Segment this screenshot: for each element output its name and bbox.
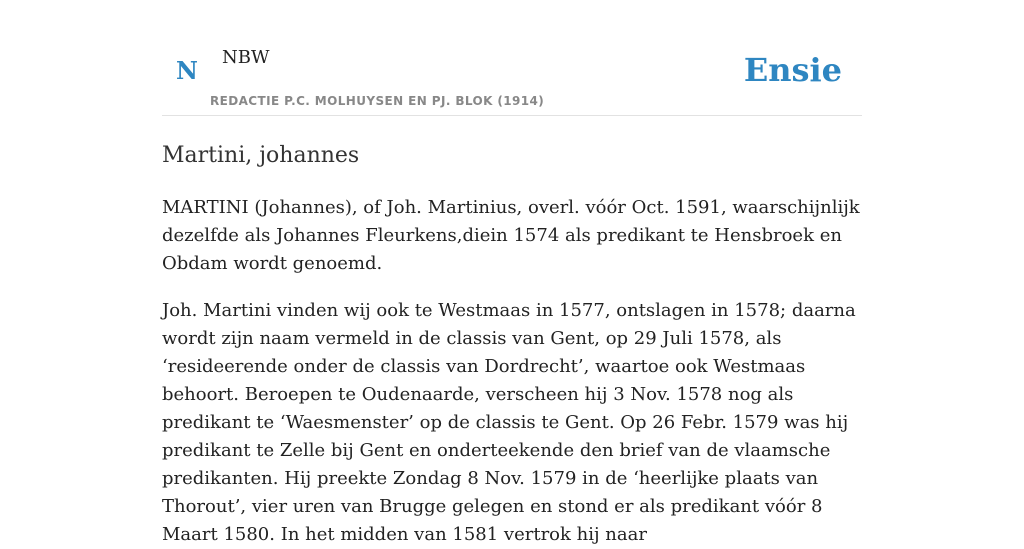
source-subtitle: REDACTIE P.C. MOLHUYSEN EN PJ. BLOK (1914) (210, 94, 545, 108)
source-logo[interactable]: N (176, 56, 198, 85)
header (162, 0, 862, 116)
page-title: Martini, johannes (162, 143, 360, 168)
article-paragraph-1: MARTINI (Johannes), of Joh. Martinius, overl. vóór Oct. 1591, waarschijnlijk dezelfde als Johannes Fleurkens,diein 1574 als predikant te Hensbroek en Obdam wordt genoemd. (162, 197, 860, 274)
article-paragraph-2: Joh. Martini vinden wij ook te Westmaas in 1577, ontslagen in 1578; daarna wordt zijn naam vermeld in de classis van Gent, op 29 Juli 1578, als ‘resideerende onder de classis van Dordrecht’, waartoe ook Westmaas behoort. Beroepen te Oudenaarde, verscheen hij 3 Nov. 1578 nog als predikant te ‘Waesmenster’ op de classis te Gent. Op 26 Febr. 1579 was hij predikant te Zelle bij Gent en onderteekende den brief van de vlaamsche predikanten. Hij preekte Zondag 8 Nov. 1579 in de ‘heerlijke plaats van Thorout’, vier uren van Brugge gelegen en stond er als predikant vóór 8 Maart 1580. In het midden van 1581 vertrok hij naar (162, 300, 856, 545)
article-page (162, 0, 862, 545)
brand-logo[interactable]: Ensie (743, 51, 842, 89)
source-name[interactable]: NBW (222, 47, 270, 68)
